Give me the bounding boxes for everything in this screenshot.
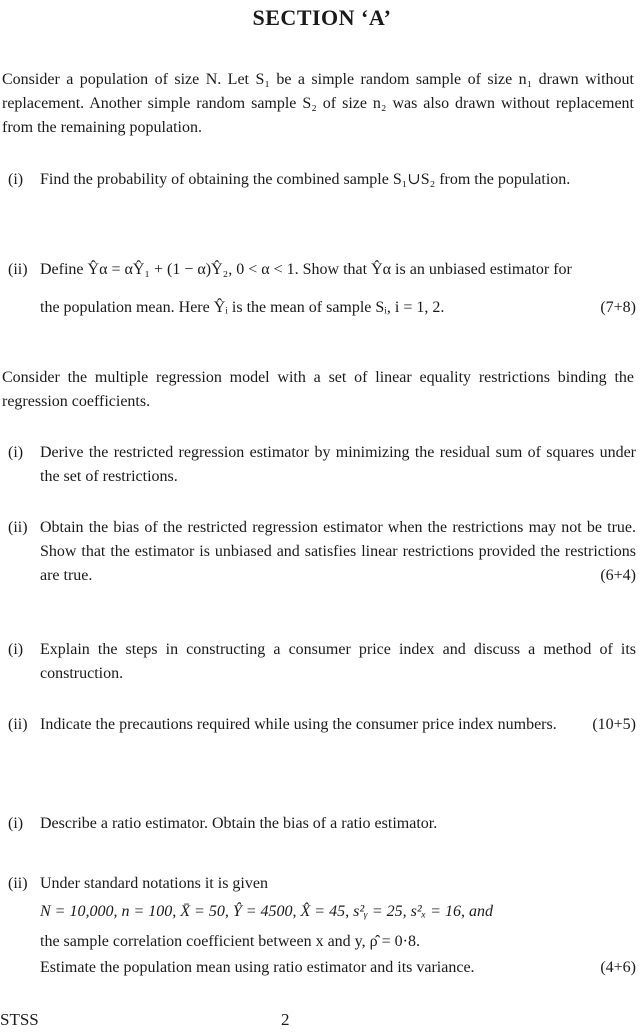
q2-part-i-num: (i) — [8, 444, 24, 461]
q3-part-i — [8, 638, 636, 686]
q3-marks: (10+5) — [592, 716, 636, 733]
q2-intro: Consider the multiple regression model with a set of linear equality restrictions binding the regression coefficients. — [2, 369, 634, 410]
q1-part-ii-cont — [8, 296, 636, 320]
q1-part-i-text: Find the probability of obtaining the combined sample S₁∪S₂ from the population. — [40, 171, 571, 188]
q3-part-ii — [8, 713, 636, 737]
q1-part-ii — [8, 258, 636, 282]
q1-intro: Consider a population of size N. Let S₁ be a simple random sample of size n₁ drawn without replacement. Another simple random sample S₂ of size n₂ was also drawn without replacement from the remaining population. — [2, 71, 634, 136]
q1-part-ii-num: (ii) — [8, 261, 28, 278]
page-number: 2 — [281, 1010, 290, 1029]
q4-marks: (4+6) — [600, 959, 636, 976]
q1-part-ii-line1: Define Ŷα = αŶ₁ + (1 − α)Ŷ₂, 0 < α < 1. Show that Ŷα is an unbiased estimator for — [40, 261, 572, 278]
q4-part-ii-num: (ii) — [8, 875, 28, 892]
q4-part-ii-line1: Under standard notations it is given — [40, 875, 268, 892]
q2-part-ii-text: Obtain the bias of the restricted regression estimator when the restrictions may not be true. Show that the estimator is unbiased and satisfies linear restrictions provided the restrictions are true. — [40, 519, 636, 584]
q1-part-i — [8, 168, 636, 192]
q4-given-values: N = 10,000, n = 100, X̄ = 50, Ŷ = 4500, X̂ = 45, s²ᵧ = 25, s²ₓ = 16, and — [40, 903, 493, 920]
q4-part-ii — [8, 872, 636, 896]
q2-part-i — [8, 441, 636, 489]
section-title: SECTION ‘A’ — [252, 5, 392, 30]
q4-correlation-row — [8, 930, 636, 954]
q4-part-i — [8, 812, 636, 836]
q4-estimate-row — [8, 956, 636, 980]
q2-part-ii — [8, 516, 636, 588]
q4-given-values-row — [8, 900, 636, 924]
q1-part-ii-line2: the population mean. Here Ŷᵢ is the mean of sample Sᵢ, i = 1, 2. — [40, 299, 445, 316]
q2-part-i-text: Derive the restricted regression estimator by minimizing the residual sum of squares under the set of restrictions. — [40, 444, 636, 485]
q3-part-i-num: (i) — [8, 641, 24, 658]
q3-part-ii-text: Indicate the precautions required while using the consumer price index numbers. — [40, 716, 557, 733]
q1-part-i-num: (i) — [8, 171, 24, 188]
q3-part-ii-num: (ii) — [8, 716, 28, 733]
q4-part-i-text: Describe a ratio estimator. Obtain the bias of a ratio estimator. — [40, 815, 438, 832]
q2-marks: (6+4) — [600, 567, 636, 584]
q4-estimate-text: Estimate the population mean using ratio estimator and its variance. — [40, 959, 475, 976]
q4-correlation-text: the sample correlation coefficient between x and y, ρ̂ = 0·8. — [40, 933, 420, 950]
q1-marks: (7+8) — [600, 299, 636, 316]
paper-code: STSS — [0, 1010, 39, 1029]
q3-part-i-text: Explain the steps in constructing a consumer price index and discuss a method of its construction. — [40, 641, 636, 682]
q2-part-ii-num: (ii) — [8, 519, 28, 536]
q4-part-i-num: (i) — [8, 815, 24, 832]
